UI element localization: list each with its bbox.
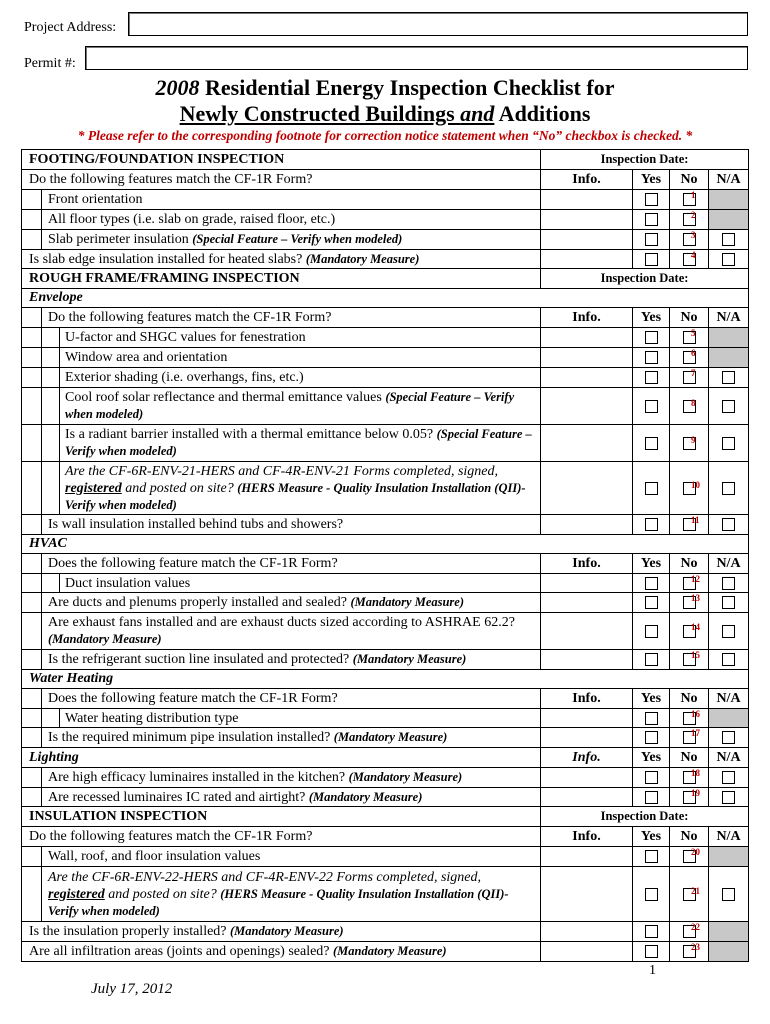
yes-checkbox[interactable] — [645, 400, 658, 413]
question-row: Does the following feature match the CF-1R Form? Info. Yes No N/A — [22, 554, 748, 574]
checklist-item: Slab perimeter insulation (Special Feature – Verify when modeled) 3 — [22, 230, 748, 250]
yes-checkbox[interactable] — [645, 518, 658, 531]
revision-date: July 17, 2012 — [91, 981, 173, 997]
project-address-field[interactable] — [128, 12, 748, 36]
checklist-item: Are all infiltration areas (joints and openings) sealed? (Mandatory Measure) 23 — [22, 942, 748, 962]
yes-checkbox[interactable] — [645, 888, 658, 901]
info-field[interactable] — [541, 922, 633, 941]
info-field[interactable] — [541, 574, 633, 592]
info-field[interactable] — [541, 190, 633, 209]
yes-checkbox[interactable] — [645, 731, 658, 744]
page-number: 1 — [649, 963, 656, 978]
checklist-item: Are the CF-6R-ENV-21-HERS and CF-4R-ENV-21 Forms completed, signed, registered and posted on site? (HERS Measure - Quality Insulation Installation (QII)- Verify when modeled) 10 — [22, 462, 748, 515]
yes-checkbox[interactable] — [645, 233, 658, 246]
info-field[interactable] — [541, 709, 633, 727]
yes-checkbox[interactable] — [645, 577, 658, 590]
checklist-item: Is the insulation properly installed? (Mandatory Measure) 22 — [22, 922, 748, 942]
na-checkbox[interactable] — [722, 400, 735, 413]
checklist-item: Wall, roof, and floor insulation values 20 — [22, 847, 748, 867]
checklist-item: Is slab edge insulation installed for heated slabs? (Mandatory Measure) 4 — [22, 250, 748, 269]
info-field[interactable] — [541, 250, 633, 268]
info-field[interactable] — [541, 788, 633, 806]
question-row: Do the following features match the CF-1R Form? Info. Yes No N/A — [22, 170, 748, 190]
checklist-item: Are high efficacy luminaires installed in the kitchen? (Mandatory Measure) 18 — [22, 768, 748, 788]
info-field[interactable] — [541, 515, 633, 534]
info-field[interactable] — [541, 593, 633, 612]
yes-checkbox[interactable] — [645, 712, 658, 725]
info-field[interactable] — [541, 348, 633, 367]
subsection-water-heating: Water Heating — [22, 670, 748, 689]
na-checkbox[interactable] — [722, 577, 735, 590]
na-checkbox[interactable] — [722, 596, 735, 609]
info-field[interactable] — [541, 368, 633, 387]
na-checkbox[interactable] — [722, 791, 735, 804]
checklist-item: Is the required minimum pipe insulation installed? (Mandatory Measure) 17 — [22, 728, 748, 748]
yes-checkbox[interactable] — [645, 945, 658, 958]
yes-checkbox[interactable] — [645, 653, 658, 666]
checklist-item: Front orientation 1 — [22, 190, 748, 210]
na-checkbox[interactable] — [722, 233, 735, 246]
question-row: Does the following feature match the CF-1R Form? Info. Yes No N/A — [22, 689, 748, 709]
section-footing: FOOTING/FOUNDATION INSPECTION Inspection Date: — [22, 150, 748, 170]
yes-checkbox[interactable] — [645, 791, 658, 804]
checklist-item: Duct insulation values 12 — [22, 574, 748, 593]
info-field[interactable] — [541, 867, 633, 921]
info-field[interactable] — [541, 210, 633, 229]
yes-checkbox[interactable] — [645, 850, 658, 863]
checklist-item: Is the refrigerant suction line insulated and protected? (Mandatory Measure) 15 — [22, 650, 748, 670]
checklist-item: All floor types (i.e. slab on grade, raised floor, etc.) 2 — [22, 210, 748, 230]
footnote-instruction: * Please refer to the corresponding footnote for correction notice statement when “No” checkbox is checked. * — [77, 128, 693, 143]
na-checkbox[interactable] — [722, 888, 735, 901]
info-field[interactable] — [541, 613, 633, 649]
subsection-envelope: Envelope — [22, 289, 748, 308]
info-field[interactable] — [541, 462, 633, 514]
project-address-label: Project Address: — [24, 20, 117, 35]
yes-checkbox[interactable] — [645, 437, 658, 450]
yes-checkbox[interactable] — [645, 925, 658, 938]
info-field[interactable] — [541, 328, 633, 347]
yes-checkbox[interactable] — [645, 253, 658, 266]
info-field[interactable] — [541, 230, 633, 249]
checklist-item: Are exhaust fans installed and are exhaust ducts sized according to ASHRAE 62.2? (Mandatory Measure) 14 — [22, 613, 748, 650]
na-checkbox[interactable] — [722, 371, 735, 384]
subsection-lighting: Lighting Info. Yes No N/A — [22, 748, 748, 768]
na-checkbox[interactable] — [722, 653, 735, 666]
checklist-item: Is wall insulation installed behind tubs and showers? 11 — [22, 515, 748, 535]
form-title-line2: Newly Constructed Buildings and Additions — [179, 101, 591, 126]
yes-checkbox[interactable] — [645, 371, 658, 384]
subsection-hvac: HVAC — [22, 535, 748, 554]
checklist-table — [21, 149, 749, 962]
checklist-item: Water heating distribution type 16 — [22, 709, 748, 728]
checklist-item: Are recessed luminaires IC rated and airtight? (Mandatory Measure) 19 — [22, 788, 748, 807]
na-checkbox[interactable] — [722, 625, 735, 638]
na-checkbox[interactable] — [722, 482, 735, 495]
checklist-item: U-factor and SHGC values for fenestration 5 — [22, 328, 748, 348]
section-rough-frame: ROUGH FRAME/FRAMING INSPECTION Inspection Date: — [22, 269, 748, 289]
yes-checkbox[interactable] — [645, 482, 658, 495]
form-title-line1: 2008 Residential Energy Inspection Checklist for — [155, 75, 615, 100]
info-field[interactable] — [541, 728, 633, 747]
question-row: Do the following features match the CF-1R Form? Info. Yes No N/A — [22, 827, 748, 847]
section-insulation: INSULATION INSPECTION Inspection Date: — [22, 807, 748, 827]
checklist-item: Are the CF-6R-ENV-22-HERS and CF-4R-ENV-22 Forms completed, signed, registered and posted on site? (HERS Measure - Quality Insulation Installation (QII)- Verify when modeled) 21 — [22, 867, 748, 922]
yes-checkbox[interactable] — [645, 351, 658, 364]
permit-label: Permit #: — [24, 56, 76, 71]
na-checkbox[interactable] — [722, 437, 735, 450]
checklist-item: Exterior shading (i.e. overhangs, fins, etc.) 7 — [22, 368, 748, 388]
na-checkbox[interactable] — [722, 731, 735, 744]
info-field[interactable] — [541, 650, 633, 669]
na-checkbox[interactable] — [722, 253, 735, 266]
yes-checkbox[interactable] — [645, 193, 658, 206]
question-row: Do the following features match the CF-1R Form? Info. Yes No N/A — [22, 308, 748, 328]
na-checkbox[interactable] — [722, 771, 735, 784]
checklist-item: Is a radiant barrier installed with a thermal emittance below 0.05? (Special Feature – Verify when modeled) 9 — [22, 425, 748, 462]
yes-checkbox[interactable] — [645, 625, 658, 638]
yes-checkbox[interactable] — [645, 331, 658, 344]
yes-checkbox[interactable] — [645, 596, 658, 609]
inspection-date-label: Inspection Date: — [600, 152, 689, 166]
yes-checkbox[interactable] — [645, 771, 658, 784]
na-checkbox[interactable] — [722, 518, 735, 531]
checklist-item: Window area and orientation 6 — [22, 348, 748, 368]
yes-checkbox[interactable] — [645, 213, 658, 226]
info-field[interactable] — [541, 942, 633, 961]
checklist-item: Cool roof solar reflectance and thermal emittance values (Special Feature – Verify when modeled) 8 — [22, 388, 748, 425]
info-field[interactable] — [541, 768, 633, 787]
info-field[interactable] — [541, 388, 633, 424]
checklist-item: Are ducts and plenums properly installed and sealed? (Mandatory Measure) 13 — [22, 593, 748, 613]
permit-field[interactable] — [85, 46, 748, 70]
info-field[interactable] — [541, 425, 633, 461]
info-field[interactable] — [541, 847, 633, 866]
